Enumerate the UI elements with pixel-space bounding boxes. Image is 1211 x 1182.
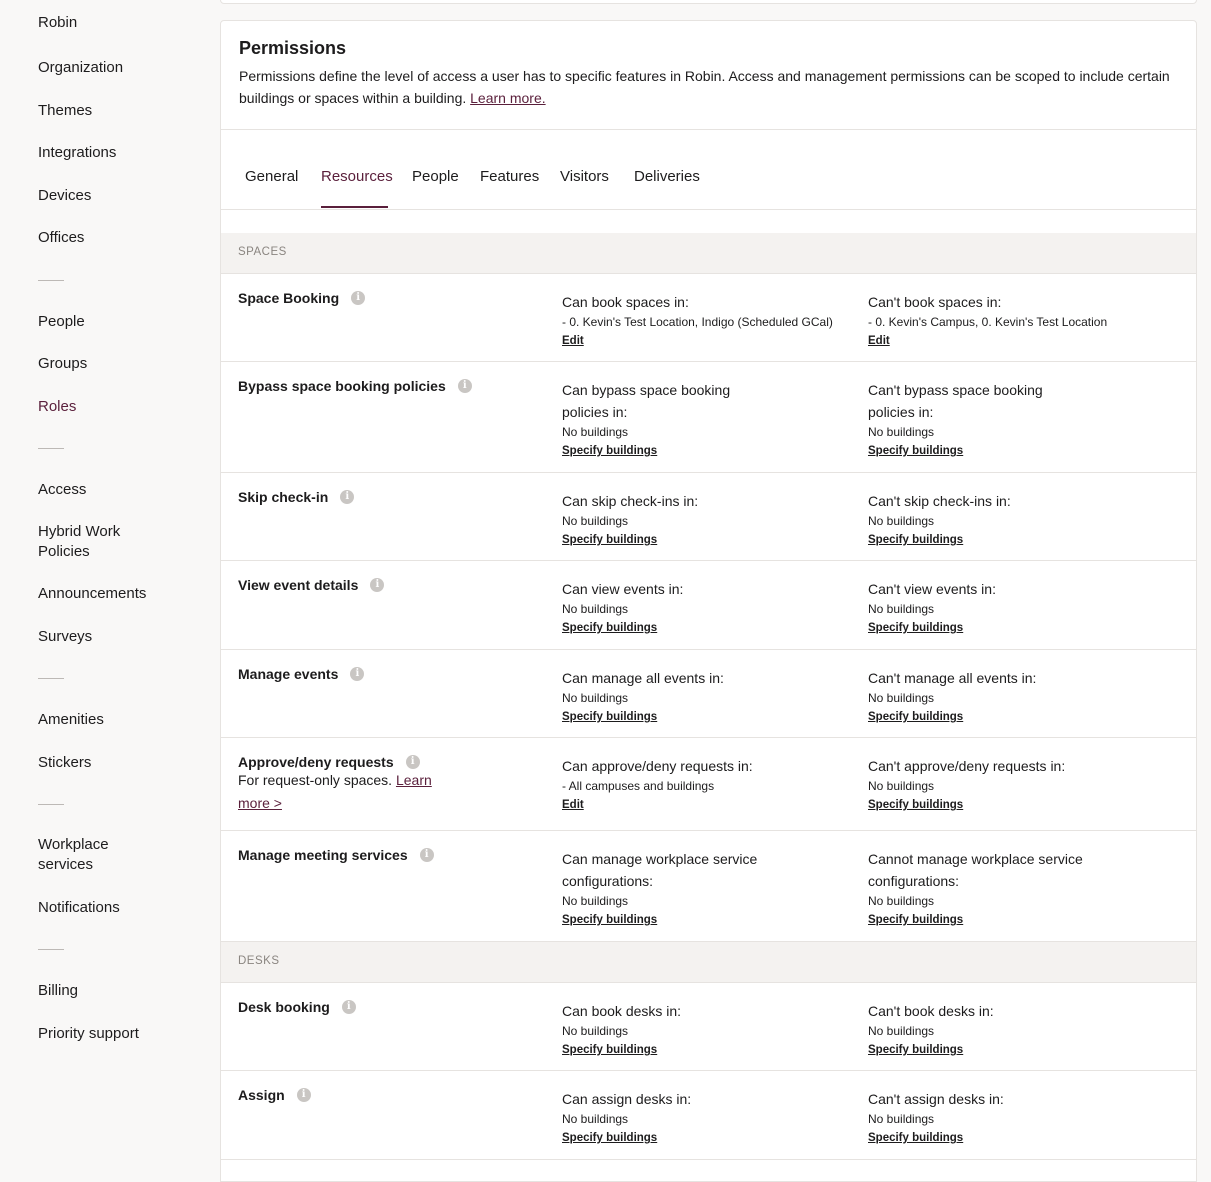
can-column [562,578,792,636]
tab-resources[interactable]: Resources [321,168,393,185]
sidebar-item-offices[interactable]: Offices [38,229,85,246]
cant-value: No buildings [868,894,935,908]
cant-value: No buildings [868,514,935,528]
tab-visitors[interactable]: Visitors [560,168,609,185]
cant-value: No buildings [868,691,935,705]
sidebar-item-hybrid-work-policies[interactable]: Hybrid Work Policies [38,523,121,560]
sidebar-divider [38,280,64,281]
sidebar-divider [38,949,64,950]
permission-row-manage-events [221,650,1196,738]
can-value: No buildings [562,514,629,528]
cant-heading: Can't approve/deny requests in: [868,758,1066,774]
page-title: Permissions [239,38,347,58]
tab-deliveries[interactable]: Deliveries [634,168,700,185]
active-tab-indicator [321,206,388,208]
info-icon[interactable]: i [342,1000,356,1014]
can-column [562,291,833,349]
permission-title [238,1087,311,1103]
permission-title-text: Space Booking [238,290,340,306]
edit-link[interactable]: Edit [562,799,584,811]
info-icon[interactable]: i [351,291,365,305]
permission-title-text: Manage meeting services [238,847,408,863]
can-value: No buildings [562,1112,629,1126]
learn-more-link[interactable]: Learn more. [470,90,546,106]
permission-row-meeting-services [221,831,1196,942]
cant-column [868,490,1138,548]
specify-buildings-link[interactable]: Specify buildings [868,445,964,457]
permission-title [238,999,356,1015]
section-header-spaces [221,233,1196,274]
info-icon[interactable]: i [406,755,420,769]
permission-title [238,378,472,394]
tab-features[interactable]: Features [480,168,540,185]
permission-title-text: Manage events [238,666,339,682]
sidebar-item-groups[interactable]: Groups [38,355,88,372]
section-header-desks [221,942,1196,983]
permissions-header [221,21,1196,130]
permission-row-assign [221,1071,1196,1160]
can-value: No buildings [562,1024,629,1038]
permission-title-text: Approve/deny requests [238,754,394,770]
sidebar [0,0,220,1169]
tab-general[interactable]: General [245,168,299,185]
tab-people[interactable]: People [412,168,459,185]
sidebar-item-workplace-services[interactable]: Workplace services [38,836,109,873]
permission-title [238,489,354,505]
can-heading: Can book desks in: [562,1003,682,1019]
sidebar-item-people[interactable]: People [38,313,85,330]
sidebar-item-devices[interactable]: Devices [38,187,92,204]
can-column [562,1000,792,1058]
can-value: No buildings [562,894,629,908]
cant-column [868,848,1113,928]
info-icon[interactable]: i [297,1088,311,1102]
cant-heading: Can't view events in: [868,581,996,597]
permission-title-text: View event details [238,577,359,593]
cant-value: No buildings [868,1024,935,1038]
can-heading: Can manage all events in: [562,670,724,686]
specify-buildings-link[interactable]: Specify buildings [562,622,658,634]
cant-column [868,1088,1138,1146]
previous-card [220,0,1197,4]
permission-row-bypass-policies [221,362,1196,473]
specify-buildings-link[interactable]: Specify buildings [868,711,964,723]
sidebar-item-access[interactable]: Access [38,481,87,498]
permission-subtitle [238,769,448,815]
cant-value: No buildings [868,779,935,793]
permissions-card [220,20,1197,1182]
sidebar-item-stickers[interactable]: Stickers [38,754,92,771]
sidebar-item-amenities[interactable]: Amenities [38,711,104,728]
can-heading: Can bypass space booking policies in: [562,382,731,420]
can-value: - 0. Kevin's Test Location, Indigo (Scheduled GCal) [562,315,833,329]
cant-heading: Can't bypass space booking policies in: [868,382,1043,420]
can-value: No buildings [562,691,629,705]
can-column [562,667,792,725]
edit-link[interactable]: Edit [868,335,890,347]
sidebar-item-priority-support[interactable]: Priority support [38,1025,139,1042]
sidebar-item-billing[interactable]: Billing [38,982,79,999]
can-column [562,848,777,928]
specify-buildings-link[interactable]: Specify buildings [562,914,658,926]
specify-buildings-link[interactable]: Specify buildings [868,1044,964,1056]
specify-buildings-link[interactable]: Specify buildings [562,534,658,546]
can-column [562,1088,792,1146]
permission-tabs [221,130,1196,210]
permission-title-text: Bypass space booking policies [238,378,446,394]
can-column [562,755,792,813]
permission-title [238,754,420,770]
cant-heading: Can't skip check-ins in: [868,493,1011,509]
specify-buildings-link[interactable]: Specify buildings [868,914,964,926]
cant-column [868,578,1138,636]
sidebar-item-surveys[interactable]: Surveys [38,628,93,645]
info-icon[interactable]: i [350,667,364,681]
specify-buildings-link[interactable]: Specify buildings [868,534,964,546]
can-heading: Can assign desks in: [562,1091,692,1107]
specify-buildings-link[interactable]: Specify buildings [562,1044,658,1056]
cant-column [868,667,1138,725]
can-heading: Can manage workplace service configurations: [562,851,758,889]
info-icon[interactable]: i [458,379,472,393]
info-icon[interactable]: i [340,490,354,504]
permission-title [238,666,364,682]
can-heading: Can view events in: [562,581,684,597]
can-value: No buildings [562,602,629,616]
permission-title-text: Desk booking [238,999,330,1015]
permission-row-approve-deny [221,738,1196,831]
permission-row-view-event-details [221,561,1196,650]
cant-heading: Cannot manage workplace service configurations: [868,851,1083,889]
cant-column [868,1000,1138,1058]
info-icon[interactable]: i [370,578,384,592]
learn-more-link[interactable]: Learn more > [238,772,432,811]
sidebar-item-integrations[interactable]: Integrations [38,144,117,161]
can-column [562,490,792,548]
permission-title [238,290,365,306]
sidebar-item-notifications[interactable]: Notifications [38,899,120,916]
sidebar-divider [38,448,64,449]
cant-value: No buildings [868,602,935,616]
permission-row-desk-booking [221,983,1196,1071]
section-label: DESKS [238,955,280,967]
specify-buildings-link[interactable]: Specify buildings [868,799,964,811]
cant-column [868,291,1138,349]
cant-heading: Can't book desks in: [868,1003,994,1019]
section-label: SPACES [238,246,287,258]
can-heading: Can approve/deny requests in: [562,758,753,774]
can-value: No buildings [562,425,629,439]
can-heading: Can skip check-ins in: [562,493,699,509]
sidebar-item-organization[interactable]: Organization [38,59,124,76]
permission-subtitle-text: For request-only spaces. [238,772,393,788]
edit-link[interactable]: Edit [562,335,584,347]
sidebar-divider [38,678,64,679]
can-value: - All campuses and buildings [562,779,715,793]
cant-heading: Can't assign desks in: [868,1091,1004,1107]
can-column [562,379,752,459]
cant-heading: Can't book spaces in: [868,294,1002,310]
permission-title-text: Assign [238,1087,285,1103]
permission-title-text: Skip check-in [238,489,329,505]
sidebar-item-robin[interactable]: Robin [38,14,78,31]
specify-buildings-link[interactable]: Specify buildings [868,1132,964,1144]
permission-title [238,847,434,863]
sidebar-item-roles[interactable]: Roles [38,398,77,415]
permission-row-space-booking [221,274,1196,362]
cant-value: No buildings [868,425,935,439]
cant-value: - 0. Kevin's Campus, 0. Kevin's Test Location [868,315,1108,329]
can-heading: Can book spaces in: [562,294,689,310]
sidebar-divider [38,804,64,805]
sidebar-item-announcements[interactable]: Announcements [38,585,147,602]
specify-buildings-link[interactable]: Specify buildings [562,711,658,723]
permissions-description [239,65,1179,109]
cant-column [868,379,1068,459]
sidebar-item-themes[interactable]: Themes [38,102,93,119]
specify-buildings-link[interactable]: Specify buildings [562,1132,658,1144]
cant-heading: Can't manage all events in: [868,670,1037,686]
cant-column [868,755,1138,813]
specify-buildings-link[interactable]: Specify buildings [562,445,658,457]
permissions-description-text: Permissions define the level of access a user has to specific features in Robin. Access and management permissions can be scoped to include certain buildings or spaces within a building. [239,68,1170,106]
permission-row-skip-check-in [221,473,1196,561]
specify-buildings-link[interactable]: Specify buildings [868,622,964,634]
permission-title [238,577,384,593]
info-icon[interactable]: i [420,848,434,862]
cant-value: No buildings [868,1112,935,1126]
